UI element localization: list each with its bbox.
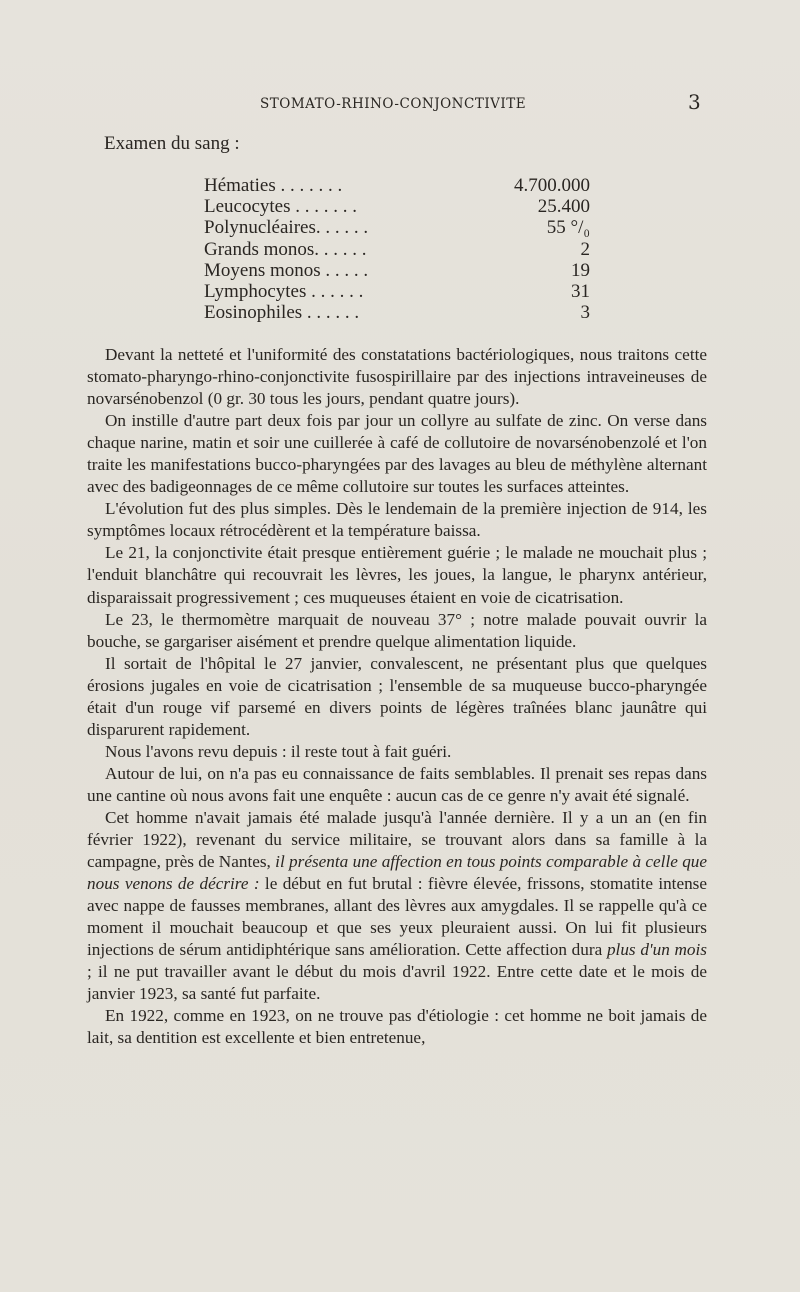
paragraph: Nous l'avons revu depuis : il reste tout à fait guéri. xyxy=(105,741,452,761)
row-value: 25.400 xyxy=(537,196,590,218)
paragraph: L'évolution fut des plus simples. Dès le lendemain de la première injection de 914, les symptômes locaux rétrocédèrent et la température baissa. xyxy=(87,499,707,541)
paragraph-history xyxy=(87,807,707,1005)
paragraph: Le 23, le thermomètre marquait de nouveau 37° ; notre malade pouvait ouvrir la bouche, se gargariser aisément et prendre quelque alimentation liquide. xyxy=(87,609,707,651)
paragraph: Il sortait de l'hôpital le 27 janvier, convalescent, ne présentant plus que quelques érosions jugales en voie de cicatrisation ; l'ensemble de sa muqueuse bucco-pharyngée était d'un rouge vif parsemé en divers points de légères traînées blanc jaunâtre qui disparurent rapidement. xyxy=(87,653,707,739)
table-row xyxy=(204,260,594,281)
row-label: Eosinophiles . . . . . . xyxy=(204,302,360,324)
page-header xyxy=(0,92,800,116)
row-value: 4.700.000 xyxy=(514,175,590,196)
row-value: 19 xyxy=(571,259,590,281)
row-value: 3 xyxy=(580,302,590,324)
row-value: 2 xyxy=(580,238,590,260)
exam-label: Examen du sang : xyxy=(104,133,240,154)
running-title: STOMATO-RHINO-CONJONCTIVITE xyxy=(260,96,527,112)
table-row xyxy=(204,239,594,260)
table-row xyxy=(204,281,594,302)
body-text xyxy=(87,344,707,1050)
table-row xyxy=(204,175,594,196)
italic-text: il présenta une affection en tous points comparable à celle que nous venons de décrire : xyxy=(87,852,708,894)
text-run: ; il ne put travailler avant le début du mois d'avril 1922. Entre cette date et le mois de janvier 1923, sa santé fut parfaite. xyxy=(87,962,707,1004)
page-number: 3 xyxy=(688,90,701,114)
italic-text: plus d'un mois xyxy=(606,940,707,960)
text-run: le début en fut brutal : fièvre élevée, frissons, stomatite intense avec nappe de fausses membranes, allant des lèvres aux amygdales. Il se rappelle qu'à ce moment il mouchait beaucoup et que ses yeux pleuraient aussi. On lui fit plusieurs injections de sérum antidiphtérique sans amélioration. Cette affection dura xyxy=(87,874,707,960)
row-label: Hématies . . . . . . . xyxy=(204,175,343,196)
row-value: 31 xyxy=(571,280,590,302)
text-run: Cet homme n'avait jamais été malade jusqu'à l'année dernière. Il y a un an (en fin février 1922), revenant du service militaire, se trouvant alors dans sa famille à la campagne, près de Nantes, xyxy=(87,807,707,872)
paragraph: Autour de lui, on n'a pas eu connaissance de faits semblables. Il prenait ses repas dans une cantine où nous avons fait une enquête : aucun cas de ce genre n'y avait été signalé. xyxy=(87,763,707,805)
row-label: Leucocytes . . . . . . . xyxy=(204,196,358,218)
row-value: 55 °/₀ xyxy=(546,217,590,239)
blood-count-table xyxy=(204,175,594,323)
table-row xyxy=(204,196,594,217)
row-label: Lymphocytes . . . . . . xyxy=(204,280,364,302)
table-row xyxy=(204,302,594,323)
paragraph: On instille d'autre part deux fois par jour un collyre au sulfate de zinc. On verse dans chaque narine, matin et soir une cuillerée à café de collutoire de novarsénobenzolé et l'on traite les manifestations bucco-pharyngées par des lavages au bleu de méthylène alternant avec des badigeonnages de ce même collutoire sur toutes les surfaces atteintes. xyxy=(87,411,707,497)
paragraph: Devant la netteté et l'uniformité des constatations bactériologiques, nous traitons cette stomato-pharyngo-rhino-conjonctivite fusospirillaire par des injections intraveineuses de novarsénobenzol (0 gr. 30 tous les jours, pendant quatre jours). xyxy=(87,345,707,409)
paragraph: En 1922, comme en 1923, on ne trouve pas d'étiologie : cet homme ne boit jamais de lait, sa dentition est excellente et bien entretenue, xyxy=(87,1006,707,1048)
row-label: Moyens monos . . . . . xyxy=(204,259,369,281)
row-label: Grands monos. . . . . . xyxy=(204,238,367,260)
row-label: Polynucléaires. . . . . . xyxy=(204,217,369,239)
table-row xyxy=(204,217,594,238)
paragraph: Le 21, la conjonctivite était presque entièrement guérie ; le malade ne mouchait plus ; l'enduit blanchâtre qui recouvrait les lèvres, les joues, la langue, le pharynx antérieur, disparaissait progressivement ; ces muqueuses étaient en voie de cicatrisation. xyxy=(87,543,707,607)
